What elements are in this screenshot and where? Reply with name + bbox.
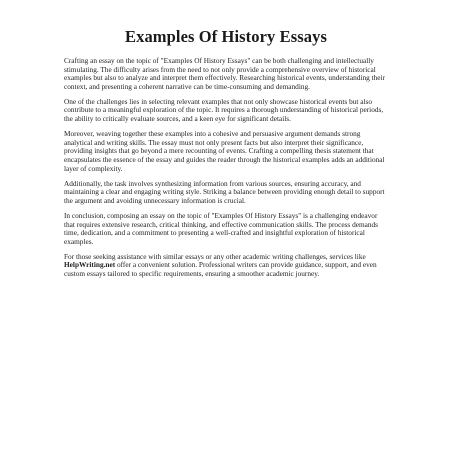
document-title: Examples Of History Essays bbox=[125, 27, 327, 46]
closing-paragraph bbox=[64, 253, 390, 279]
helpwriting-link[interactable]: HelpWriting.net bbox=[64, 260, 116, 270]
closing-text-after: offer a convenient solution. Professional writers can provide guidance, support, and even custom essays tailored to specific requirements, ensuring a smoother academic journey. bbox=[64, 260, 377, 278]
paragraph-1: Crafting an essay on the topic of "Examples Of History Essays" can be both challenging and intellectually stimulating. The difficulty arises from the need to not only provide a comprehensive overview of historical examples but also to analyze and interpret them effectively. Researching historical events, understanding their context, and presenting a coherent narrative can be time-consuming and demanding. bbox=[64, 56, 385, 91]
document-body bbox=[64, 57, 390, 285]
paragraph-3: Moreover, weaving together these examples into a cohesive and persuasive argument demands strong analytical and writing skills. The essay must not only present facts but also interpret their significance, providing insights that go beyond a mere recounting of events. Crafting a compelling thesis statement that encapsulates the essence of the essay and guides the reader through the historical examples adds an additional layer of complexity. bbox=[64, 129, 385, 173]
paragraph-2: One of the challenges lies in selecting relevant examples that not only showcase historical events but also contribute to a meaningful exploration of the topic. It requires a thorough understanding of historical periods, the ability to critically evaluate sources, and a keen eye for significant details. bbox=[64, 96, 384, 124]
paragraph-5: In conclusion, composing an essay on the topic of "Examples Of History Essays" is a challenging endeavor that requires extensive research, critical thinking, and effective communication skills. The process demands time, dedication, and a commitment to presenting a well-crafted and insightful exploration of historical examples. bbox=[64, 210, 379, 246]
paragraph-4: Additionally, the task involves synthesizing information from various sources, ensuring accuracy, and maintaining a clear and engaging writing style. Striking a balance between providing enough detail to support the argument and avoiding unnecessary information is crucial. bbox=[64, 178, 385, 205]
closing-text-before: For those seeking assistance with similar essays or any other academic writing challenges, services like bbox=[64, 251, 366, 261]
